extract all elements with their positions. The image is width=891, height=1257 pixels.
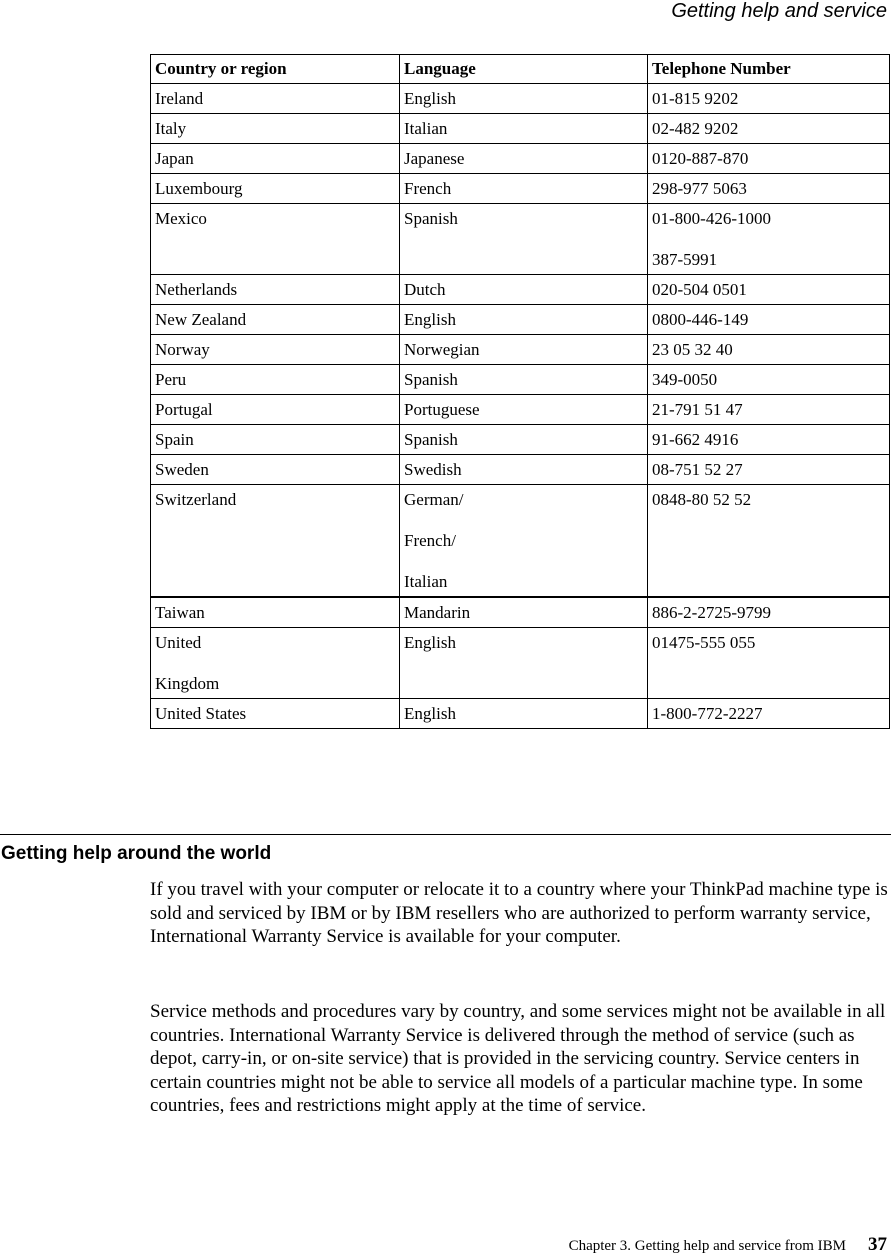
column-header-language: Language bbox=[400, 55, 648, 84]
cell-country bbox=[151, 84, 400, 114]
section-divider bbox=[0, 834, 891, 835]
cell-language bbox=[400, 365, 648, 395]
cell-telephone bbox=[648, 455, 890, 485]
cell-language-text: Dutch bbox=[404, 280, 446, 299]
cell-telephone bbox=[648, 204, 890, 275]
table-row bbox=[151, 114, 890, 144]
cell-language-text: English bbox=[404, 633, 456, 652]
column-header-telephone: Telephone Number bbox=[648, 55, 890, 84]
cell-telephone bbox=[648, 597, 890, 628]
page-number: 37 bbox=[868, 1234, 887, 1255]
cell-language bbox=[400, 628, 648, 699]
cell-country-text: Portugal bbox=[155, 400, 213, 419]
cell-telephone-text: 23 05 32 40 bbox=[652, 340, 733, 359]
cell-country-text: Ireland bbox=[155, 89, 204, 108]
column-header-country: Country or region bbox=[151, 55, 400, 84]
cell-telephone-text: 020-504 0501 bbox=[652, 280, 747, 299]
cell-telephone bbox=[648, 114, 890, 144]
cell-language-text: Italian bbox=[404, 572, 448, 591]
cell-language-text: English bbox=[404, 89, 456, 108]
table-row bbox=[151, 365, 890, 395]
cell-country-text: Norway bbox=[155, 340, 210, 359]
cell-language bbox=[400, 114, 648, 144]
cell-country bbox=[151, 395, 400, 425]
cell-telephone-text: 886-2-2725-9799 bbox=[652, 603, 771, 622]
cell-country bbox=[151, 365, 400, 395]
cell-telephone-text: 01-800-426-1000 bbox=[652, 209, 771, 228]
cell-language-text: French/ bbox=[404, 531, 456, 550]
cell-language bbox=[400, 204, 648, 275]
cell-telephone bbox=[648, 628, 890, 699]
cell-language-text: Japanese bbox=[404, 149, 465, 168]
cell-country-text: Spain bbox=[155, 430, 194, 449]
cell-country-text: Luxembourg bbox=[155, 179, 243, 198]
cell-country bbox=[151, 485, 400, 598]
cell-country-text: Switzerland bbox=[155, 490, 237, 509]
cell-language bbox=[400, 335, 648, 365]
table-row bbox=[151, 204, 890, 275]
cell-telephone bbox=[648, 174, 890, 204]
table-row bbox=[151, 455, 890, 485]
cell-country-text: Kingdom bbox=[155, 674, 220, 693]
cell-telephone bbox=[648, 699, 890, 729]
cell-language-text: Spanish bbox=[404, 209, 458, 228]
cell-language-text: English bbox=[404, 704, 456, 723]
cell-language bbox=[400, 699, 648, 729]
table-row bbox=[151, 485, 890, 598]
cell-language-text: Norwegian bbox=[404, 340, 480, 359]
cell-country-text: United States bbox=[155, 704, 247, 723]
table-body bbox=[151, 84, 890, 729]
cell-language-text: Italian bbox=[404, 119, 448, 138]
cell-telephone bbox=[648, 305, 890, 335]
table-row bbox=[151, 335, 890, 365]
cell-telephone-text: 298-977 5063 bbox=[652, 179, 747, 198]
table-row bbox=[151, 597, 890, 628]
cell-telephone-text: 0120-887-870 bbox=[652, 149, 749, 168]
cell-telephone-text: 387-5991 bbox=[652, 250, 718, 269]
table-row bbox=[151, 395, 890, 425]
cell-country-text: Taiwan bbox=[155, 603, 205, 622]
cell-language bbox=[400, 305, 648, 335]
table-header-row bbox=[151, 55, 890, 84]
cell-language-text: Spanish bbox=[404, 430, 458, 449]
table-row bbox=[151, 425, 890, 455]
cell-language-text: Swedish bbox=[404, 460, 462, 479]
cell-telephone-text: 349-0050 bbox=[652, 370, 718, 389]
cell-language bbox=[400, 144, 648, 174]
cell-telephone-text: 02-482 9202 bbox=[652, 119, 739, 138]
cell-language bbox=[400, 395, 648, 425]
cell-language bbox=[400, 425, 648, 455]
cell-country-text: New Zealand bbox=[155, 310, 247, 329]
table-row bbox=[151, 699, 890, 729]
cell-country-text: Japan bbox=[155, 149, 194, 168]
table-row bbox=[151, 144, 890, 174]
body-paragraph: If you travel with your computer or relocate it to a country where your ThinkPad machine type is sold and serviced by IBM or by IBM resellers who are authorized to perform warranty service, International Warranty Service is available for your computer. bbox=[150, 879, 888, 947]
section-heading: Getting help around the world bbox=[1, 843, 272, 864]
cell-country bbox=[151, 597, 400, 628]
cell-telephone-text: 01475-555 055 bbox=[652, 633, 756, 652]
cell-language-text: Portuguese bbox=[404, 400, 480, 419]
cell-country bbox=[151, 699, 400, 729]
cell-language-text: French bbox=[404, 179, 452, 198]
table-row bbox=[151, 84, 890, 114]
cell-country bbox=[151, 275, 400, 305]
cell-country bbox=[151, 455, 400, 485]
cell-telephone-text: 91-662 4916 bbox=[652, 430, 739, 449]
cell-telephone-text: 01-815 9202 bbox=[652, 89, 739, 108]
cell-country-text: Italy bbox=[155, 119, 187, 138]
cell-language bbox=[400, 485, 648, 598]
cell-country-text: Netherlands bbox=[155, 280, 238, 299]
cell-country-text: Peru bbox=[155, 370, 187, 389]
cell-country bbox=[151, 335, 400, 365]
table-row bbox=[151, 275, 890, 305]
cell-country bbox=[151, 425, 400, 455]
cell-telephone bbox=[648, 395, 890, 425]
table-row bbox=[151, 628, 890, 699]
cell-language-text: Mandarin bbox=[404, 603, 471, 622]
cell-telephone-text: 21-791 51 47 bbox=[652, 400, 743, 419]
cell-language bbox=[400, 275, 648, 305]
cell-language-text: German/ bbox=[404, 490, 464, 509]
cell-telephone bbox=[648, 335, 890, 365]
cell-telephone bbox=[648, 485, 890, 598]
cell-telephone bbox=[648, 275, 890, 305]
cell-country bbox=[151, 114, 400, 144]
cell-language bbox=[400, 174, 648, 204]
cell-country bbox=[151, 144, 400, 174]
cell-country bbox=[151, 174, 400, 204]
cell-telephone-text: 0848-80 52 52 bbox=[652, 490, 752, 509]
cell-language bbox=[400, 84, 648, 114]
cell-telephone bbox=[648, 84, 890, 114]
cell-language-text: Spanish bbox=[404, 370, 458, 389]
cell-telephone-text: 0800-446-149 bbox=[652, 310, 749, 329]
cell-telephone-text: 1-800-772-2227 bbox=[652, 704, 763, 723]
cell-telephone bbox=[648, 425, 890, 455]
cell-language-text: English bbox=[404, 310, 456, 329]
cell-country-text: United bbox=[155, 633, 202, 652]
table-row bbox=[151, 174, 890, 204]
cell-country-text: Sweden bbox=[155, 460, 209, 479]
page-footer bbox=[569, 1234, 887, 1256]
cell-country bbox=[151, 628, 400, 699]
cell-language bbox=[400, 455, 648, 485]
cell-telephone-text: 08-751 52 27 bbox=[652, 460, 743, 479]
cell-country bbox=[151, 204, 400, 275]
cell-telephone bbox=[648, 144, 890, 174]
running-header-title: Getting help and service bbox=[671, 0, 887, 22]
cell-telephone bbox=[648, 365, 890, 395]
footer-chapter-title: Chapter 3. Getting help and service from IBM bbox=[568, 1238, 846, 1254]
table-row bbox=[151, 305, 890, 335]
body-paragraph: Service methods and procedures vary by country, and some services might not be available in all countries. International Warranty Service is delivered through the method of service (such as depot, carry-in, or on-site service) that is provided in the servicing country. Service centers in certain countries might not be able to service all models of a particular machine type. In some countries, fees and restrictions might apply at the time of service. bbox=[150, 1001, 886, 1116]
cell-country-text: Mexico bbox=[155, 209, 207, 228]
cell-language bbox=[400, 597, 648, 628]
service-contact-table bbox=[150, 54, 890, 729]
cell-country bbox=[151, 305, 400, 335]
